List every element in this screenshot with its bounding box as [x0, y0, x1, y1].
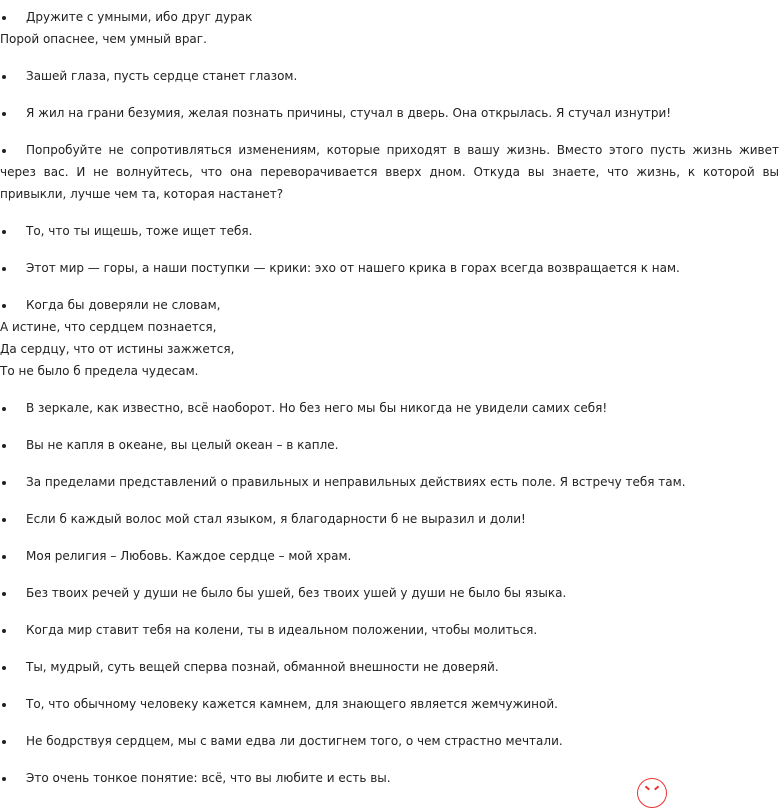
quote-item — [0, 730, 779, 752]
quote-text: Когда мир ставит тебя на колени, ты в идеальном положении, чтобы молиться. — [26, 623, 538, 637]
quote-text: За пределами представлений о правильных и неправильных действиях есть поле. Я встречу тебя там. — [26, 475, 686, 489]
bullet-icon — [0, 257, 26, 279]
quote-text: А истине, что сердцем познается, — [0, 320, 217, 334]
quote-text: Да сердцу, что от истины зажжется, — [0, 342, 235, 356]
quote-text: Если б каждый волос мой стал языком, я благодарности б не выразил и доли! — [26, 512, 526, 526]
quote-item — [0, 294, 779, 382]
quote-text: То, что ты ищешь, тоже ищет тебя. — [26, 224, 253, 238]
bullet-icon — [0, 294, 26, 316]
quote-item — [0, 693, 779, 715]
quote-item — [0, 65, 779, 87]
quote-item — [0, 619, 779, 641]
bullet-icon — [0, 65, 26, 87]
smiley-icon — [637, 778, 667, 808]
bullet-icon — [0, 471, 26, 493]
quote-text: Зашей глаза, пусть сердце станет глазом. — [26, 69, 298, 83]
quote-text: Без твоих речей у души не было бы ушей, без твоих ушей у души не было бы языка. — [26, 586, 567, 600]
quote-item — [0, 434, 779, 456]
bullet-icon — [0, 619, 26, 641]
bullet-icon — [0, 397, 26, 419]
bullet-icon — [0, 730, 26, 752]
quote-text: Не бодрствуя сердцем, мы с вами едва ли достигнем того, о чем страстно мечтали. — [26, 734, 563, 748]
quote-text: Дружите с умными, ибо друг дурак — [26, 10, 253, 24]
quote-text: Я жил на грани безумия, желая познать причины, стучал в дверь. Она открылась. Я стучал изнутри! — [26, 106, 672, 120]
bullet-icon — [0, 767, 26, 789]
quote-text: Порой опаснее, чем умный враг. — [0, 32, 207, 46]
quote-text: Это очень тонкое понятие: всё, что вы любите и есть вы. — [26, 771, 391, 785]
quote-item — [0, 471, 779, 493]
quote-item — [0, 102, 779, 124]
quote-text: Когда бы доверяли не словам, — [26, 298, 221, 312]
bullet-icon — [0, 693, 26, 715]
quote-item — [0, 656, 779, 678]
quote-item — [0, 582, 779, 604]
quote-text: Моя религия – Любовь. Каждое сердце – мой храм. — [26, 549, 352, 563]
quote-text: То, что обычному человеку кажется камнем, для знающего является жемчужиной. — [26, 697, 558, 711]
bullet-icon — [0, 434, 26, 456]
quote-text: Попробуйте не сопротивляться изменениям, которые приходят в вашу жизнь. Вместо этого пусть жизнь живет через вас. И не волнуйтесь, что она переворачивается вверх дном. Откуда вы знаете, что жизнь, к которой вы привыкли, лучше чем та, которая настанет? — [0, 143, 779, 201]
quote-item — [0, 139, 779, 205]
bullet-icon — [0, 508, 26, 530]
quote-item — [0, 6, 779, 50]
bullet-icon — [0, 102, 26, 124]
bullet-icon — [0, 220, 26, 242]
quote-text: Вы не капля в океане, вы целый океан – в капле. — [26, 438, 339, 452]
bullet-icon — [0, 545, 26, 567]
bullet-icon — [0, 6, 26, 28]
quote-item — [0, 545, 779, 567]
quote-item — [0, 257, 779, 279]
quote-text: Ты, мудрый, суть вещей сперва познай, обманной внешности не доверяй. — [26, 660, 499, 674]
bullet-icon — [0, 582, 26, 604]
quote-text: Этот мир — горы, а наши поступки — крики: эхо от нашего крика в горах всегда возвращается к нам. — [26, 261, 680, 275]
bullet-icon — [0, 656, 26, 678]
quote-item — [0, 508, 779, 530]
quote-text: В зеркале, как известно, всё наоборот. Но без него мы бы никогда не увидели самих себя! — [26, 401, 608, 415]
bullet-icon — [0, 139, 26, 161]
quotes-list — [0, 6, 779, 804]
quote-item — [0, 397, 779, 419]
quote-text: То не было б предела чудесам. — [0, 364, 199, 378]
quote-item — [0, 220, 779, 242]
